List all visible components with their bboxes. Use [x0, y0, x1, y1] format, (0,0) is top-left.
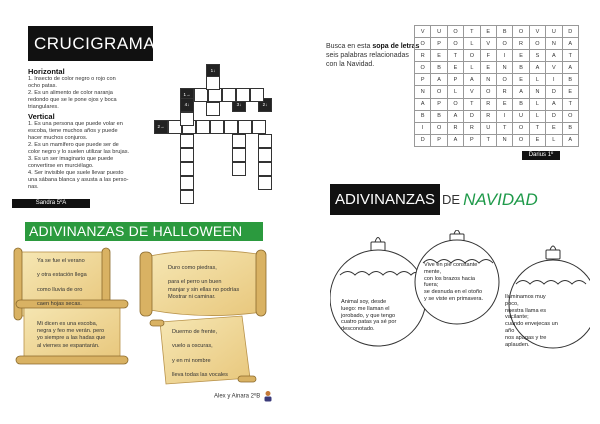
wordsearch-cell[interactable]: A	[562, 134, 578, 146]
riddle-line: manjar y sin ellas no podrías	[168, 286, 240, 293]
halloween-riddle-3	[37, 321, 119, 350]
wordsearch-cell[interactable]: N	[415, 86, 431, 98]
wordsearch-cell[interactable]: O	[496, 38, 512, 50]
clue-line: ocho patas.	[28, 83, 57, 89]
crossword-cell[interactable]	[180, 134, 194, 148]
wordsearch-row	[415, 134, 579, 146]
instruction-text: Busca en esta	[326, 43, 373, 50]
halloween-riddle-1	[37, 258, 103, 308]
halloween-riddle-2	[168, 265, 254, 301]
wordsearch-cell[interactable]: O	[464, 50, 480, 62]
riddle-line: y en mi nombre	[172, 357, 211, 364]
crossword-cell[interactable]	[258, 134, 272, 148]
wordsearch-cell[interactable]: T	[529, 122, 545, 134]
wordsearch-cell[interactable]: V	[464, 86, 480, 98]
vertical-heading: Vertical	[28, 112, 55, 121]
wordsearch-cell[interactable]: R	[496, 86, 512, 98]
wordsearch-cell[interactable]: N	[496, 134, 512, 146]
clue-line: 1. Insecto de color negro o rojo con	[28, 76, 116, 82]
wordsearch-cell[interactable]: O	[447, 26, 463, 38]
riddle-line	[172, 365, 246, 372]
horizontal-heading: Horizontal	[28, 67, 65, 76]
wordsearch-cell[interactable]: B	[431, 110, 447, 122]
crossword-cell[interactable]	[258, 162, 272, 176]
riddle-line: nuestra llama es	[505, 307, 547, 314]
crossword-number-cell: 2→	[154, 120, 168, 134]
riddle-line: lleva todas las vocales	[172, 372, 228, 379]
riddle-line: vuelo a oscuras,	[172, 343, 213, 350]
crossword-cell[interactable]	[194, 88, 208, 102]
wordsearch-cell[interactable]: O	[431, 122, 447, 134]
riddle-line: fuera;	[424, 282, 439, 289]
instruction-bold-text: sopa de letras	[372, 43, 420, 50]
wordsearch-cell[interactable]: E	[447, 62, 463, 74]
wordsearch-cell[interactable]: P	[431, 134, 447, 146]
riddle-line: poco,	[505, 300, 519, 307]
crossword-cell[interactable]	[208, 88, 222, 102]
wordsearch-cell[interactable]: R	[415, 50, 431, 62]
wordsearch-cell[interactable]: I	[546, 74, 562, 86]
navidad-riddle-2	[424, 262, 502, 303]
wordsearch-cell[interactable]: U	[480, 122, 496, 134]
crossword-cell[interactable]	[224, 120, 238, 134]
wordsearch-row	[415, 86, 579, 98]
wordsearch-cell[interactable]: U	[546, 26, 562, 38]
wordsearch-cell[interactable]: L	[529, 74, 545, 86]
wordsearch-cell[interactable]: V	[529, 26, 545, 38]
wordsearch-cell[interactable]: U	[431, 26, 447, 38]
wordsearch-cell[interactable]: E	[431, 50, 447, 62]
riddle-line: Duermo de frente,	[172, 329, 218, 335]
wordsearch-cell[interactable]: O	[496, 74, 512, 86]
wordsearch-cell[interactable]: R	[464, 122, 480, 134]
wordsearch-cell[interactable]: R	[447, 122, 463, 134]
wordsearch-cell[interactable]: T	[464, 26, 480, 38]
wordsearch-cell[interactable]: T	[562, 50, 578, 62]
clue-line: una sábana blanca y asusta a las perso-	[28, 177, 129, 183]
wordsearch-cell[interactable]: V	[480, 38, 496, 50]
crossword-cell[interactable]	[232, 134, 246, 148]
riddle-line	[37, 280, 103, 287]
clue-line: 4. Ser invisible que suele llevar puesto	[28, 170, 124, 176]
wordsearch-cell[interactable]: V	[415, 26, 431, 38]
crossword-number-cell: 3↓	[232, 98, 246, 112]
riddle-line: y se viste en primavera.	[424, 295, 484, 302]
wordsearch-grid	[414, 25, 579, 147]
wordsearch-cell[interactable]: B	[562, 74, 578, 86]
riddle-line	[172, 336, 246, 343]
wordsearch-cell[interactable]: O	[513, 134, 529, 146]
crossword-cell[interactable]	[210, 120, 224, 134]
riddle-line: con los brazos hacia	[424, 275, 475, 282]
clue-line: 2. Es un mamífero que puede ser de	[28, 142, 119, 148]
halloween-credit	[214, 390, 274, 402]
wordsearch-cell[interactable]: L	[464, 62, 480, 74]
riddle-line: cuatro patas ya sé por	[341, 319, 397, 326]
riddle-line: cuando envejecas un	[505, 321, 558, 328]
riddle-line: Duro como piedras,	[168, 265, 217, 271]
riddle-line: caen hojas secas.	[37, 301, 82, 308]
navidad-title-black: ADIVINANZAS	[330, 184, 440, 215]
wordsearch-cell[interactable]: N	[480, 74, 496, 86]
wordsearch-cell[interactable]: E	[562, 86, 578, 98]
wordsearch-cell[interactable]: O	[513, 122, 529, 134]
crossword-cell[interactable]	[238, 120, 252, 134]
wordsearch-cell[interactable]: E	[529, 134, 545, 146]
wordsearch-cell[interactable]: D	[562, 26, 578, 38]
crossword-signature: Sandra 5ºA	[12, 199, 90, 208]
crossword-number-cell: 1↓	[206, 64, 220, 78]
wordsearch-cell[interactable]: T	[496, 122, 512, 134]
wordsearch-cell[interactable]: E	[480, 26, 496, 38]
wordsearch-cell[interactable]: A	[464, 74, 480, 86]
riddle-line: Mi dicen es una escoba,	[37, 321, 98, 327]
riddle-line: desconotado.	[341, 326, 375, 333]
clue-line: triangulares.	[28, 104, 59, 110]
wordsearch-row	[415, 38, 579, 50]
wordsearch-cell[interactable]: E	[480, 62, 496, 74]
wordsearch-instructions	[326, 42, 422, 69]
crossword-cell[interactable]	[180, 112, 194, 126]
wordsearch-row	[415, 62, 579, 74]
wordsearch-cell[interactable]: E	[513, 50, 529, 62]
crossword-number-cell: 4↓	[180, 98, 194, 112]
clue-line: 2. Es un alimento de color naranja	[28, 90, 113, 96]
wordsearch-cell[interactable]: B	[496, 26, 512, 38]
crossword-grid	[150, 62, 275, 202]
wordsearch-cell[interactable]: F	[480, 50, 496, 62]
clue-line: color negro y lo suelen utilizar las brujas.	[28, 149, 130, 155]
wordsearch-cell[interactable]: R	[480, 110, 496, 122]
crossword-cell[interactable]	[180, 148, 194, 162]
wordsearch-cell[interactable]: A	[513, 86, 529, 98]
wordsearch-cell[interactable]: A	[529, 62, 545, 74]
crossword-number-cell: 2↓	[258, 98, 272, 112]
riddle-line: jorobado, y que tengo	[341, 312, 396, 319]
wordsearch-cell[interactable]: T	[480, 134, 496, 146]
wordsearch-cell[interactable]: A	[546, 50, 562, 62]
wordsearch-cell[interactable]: O	[447, 98, 463, 110]
crossword-number-cell: 1→	[180, 88, 194, 102]
wordsearch-cell[interactable]: B	[415, 110, 431, 122]
wordsearch-cell[interactable]: D	[464, 110, 480, 122]
wordsearch-cell[interactable]: O	[447, 38, 463, 50]
wordsearch-cell[interactable]: I	[415, 122, 431, 134]
wordsearch-cell[interactable]: A	[415, 98, 431, 110]
wordsearch-cell[interactable]: B	[431, 62, 447, 74]
riddle-line	[172, 351, 246, 358]
instruction-text: seis palabras relacionadas con la Navidad.	[326, 52, 409, 68]
clue-line: redondo que se le pone ojos y boca	[28, 97, 117, 103]
wordsearch-cell[interactable]: O	[415, 38, 431, 50]
wordsearch-cell[interactable]: D	[546, 86, 562, 98]
wordsearch-cell[interactable]: L	[529, 110, 545, 122]
crossword-cell[interactable]	[232, 162, 246, 176]
wordsearch-cell[interactable]: O	[529, 38, 545, 50]
wordsearch-cell[interactable]: T	[562, 98, 578, 110]
navidad-riddle-1	[341, 299, 423, 333]
riddle-line: Mostrar ni caminar.	[168, 293, 216, 300]
riddle-line: para el perro un buen	[168, 279, 222, 286]
wordsearch-cell[interactable]: N	[546, 38, 562, 50]
wordsearch-row	[415, 74, 579, 86]
wordsearch-cell[interactable]: P	[464, 134, 480, 146]
credit-text: Alex y Ainara 2ºB	[214, 393, 261, 400]
riddle-line: mente,	[424, 268, 442, 275]
riddle-line	[168, 272, 254, 279]
crossword-cell[interactable]	[252, 120, 266, 134]
wordsearch-cell[interactable]: P	[431, 38, 447, 50]
wordsearch-cell[interactable]: L	[546, 134, 562, 146]
riddle-line	[37, 265, 103, 272]
wordsearch-cell[interactable]: P	[431, 98, 447, 110]
clue-line: escoba, tiene muchos años y puede	[28, 128, 118, 134]
riddle-line: nos apagas y tre	[505, 334, 547, 341]
crossword-cell[interactable]	[196, 120, 210, 134]
riddle-line: como lluvia de oro	[37, 286, 83, 293]
clue-line: 1. Es una persona que puede volar en	[28, 121, 123, 127]
crossword-cell[interactable]	[206, 102, 220, 116]
wordsearch-cell[interactable]: P	[415, 74, 431, 86]
riddle-line: al viernes se espantarán.	[37, 342, 100, 349]
wordsearch-cell[interactable]: U	[513, 110, 529, 122]
wordsearch-cell[interactable]: R	[480, 98, 496, 110]
riddle-line: se desnuda en el otoño	[424, 289, 483, 296]
crossword-clues	[28, 66, 156, 191]
wordsearch-cell[interactable]: S	[529, 50, 545, 62]
crossword-cell[interactable]	[236, 88, 250, 102]
wordsearch-cell[interactable]: E	[513, 74, 529, 86]
wordsearch-cell[interactable]: D	[415, 134, 431, 146]
crossword-cell[interactable]	[206, 76, 220, 90]
wordsearch-cell[interactable]: A	[562, 62, 578, 74]
crossword-cell[interactable]	[180, 162, 194, 176]
crossword-cell[interactable]	[250, 88, 264, 102]
crossword-cell[interactable]	[180, 176, 194, 190]
wordsearch-cell[interactable]: A	[546, 98, 562, 110]
wordsearch-signature: Darius 1º	[522, 151, 560, 160]
crossword-cell[interactable]	[180, 190, 194, 204]
riddle-line: Iluminamos muy	[505, 294, 546, 300]
wordsearch-cell[interactable]: O	[415, 62, 431, 74]
wordsearch-row	[415, 110, 579, 122]
crossword-cell[interactable]	[232, 148, 246, 162]
person-icon	[262, 390, 274, 402]
wordsearch-cell[interactable]: L	[464, 38, 480, 50]
wordsearch-cell[interactable]: N	[496, 62, 512, 74]
clue-line: nas.	[28, 184, 39, 190]
navidad-riddle-3	[505, 294, 575, 348]
crossword-title: CRUCIGRAMA	[28, 26, 153, 61]
navidad-title	[330, 184, 575, 215]
riddle-line: Vive en pie constante	[424, 262, 478, 268]
clue-line: convertirse en murciélago.	[28, 163, 94, 169]
crossword-cell[interactable]	[258, 148, 272, 162]
clue-line: hacer muchos conjuros.	[28, 135, 88, 141]
wordsearch-cell[interactable]: O	[562, 110, 578, 122]
wordsearch-cell[interactable]: I	[496, 110, 512, 122]
wordsearch-cell[interactable]: A	[431, 74, 447, 86]
wordsearch-cell[interactable]: A	[447, 110, 463, 122]
riddle-line: Ya se fue el verano	[37, 258, 85, 264]
wordsearch-cell[interactable]: B	[562, 122, 578, 134]
riddle-line: y otra estación llega	[37, 272, 87, 279]
crossword-cell[interactable]	[258, 176, 272, 190]
wordsearch-cell[interactable]: O	[480, 86, 496, 98]
wordsearch-cell[interactable]: A	[447, 134, 463, 146]
wordsearch-row	[415, 26, 579, 38]
wordsearch-cell[interactable]: E	[546, 122, 562, 134]
wordsearch-cell[interactable]: O	[431, 86, 447, 98]
riddle-line: aplauden.	[505, 341, 530, 348]
wordsearch-row	[415, 50, 579, 62]
riddle-line: Animal soy, desde	[341, 299, 387, 305]
crossword-cell[interactable]	[222, 88, 236, 102]
wordsearch-cell[interactable]: T	[447, 50, 463, 62]
wordsearch-cell[interactable]: B	[513, 98, 529, 110]
riddle-line: luego: me llaman el	[341, 305, 390, 312]
wordsearch-cell[interactable]: I	[496, 50, 512, 62]
riddle-line: año	[505, 327, 515, 334]
wordsearch-cell[interactable]: T	[464, 98, 480, 110]
wordsearch-cell[interactable]: L	[447, 86, 463, 98]
wordsearch-cell[interactable]: A	[562, 38, 578, 50]
halloween-title: ADIVINANZAS DE HALLOWEEN	[25, 222, 263, 241]
wordsearch-row	[415, 98, 579, 110]
wordsearch-cell[interactable]: B	[513, 62, 529, 74]
navidad-title-de: DE	[442, 192, 461, 207]
riddle-line: vacilante;	[505, 314, 529, 321]
riddle-line: yo siempre a las hadas que	[37, 335, 106, 342]
clue-line: 3. Es un ser imaginario que puede	[28, 156, 114, 162]
halloween-riddle-4	[172, 329, 246, 379]
wordsearch-cell[interactable]: D	[546, 110, 562, 122]
wordsearch-cell[interactable]: R	[513, 38, 529, 50]
wordsearch-cell[interactable]: O	[513, 26, 529, 38]
wordsearch-cell[interactable]: P	[447, 74, 463, 86]
navidad-title-green: NAVIDAD	[463, 190, 538, 209]
wordsearch-cell[interactable]: E	[496, 98, 512, 110]
riddle-line	[37, 294, 103, 301]
wordsearch-cell[interactable]: L	[529, 98, 545, 110]
wordsearch-cell[interactable]: N	[529, 86, 545, 98]
riddle-line: negra y feo me verán. pero	[37, 328, 105, 335]
wordsearch-row	[415, 122, 579, 134]
wordsearch-cell[interactable]: V	[546, 62, 562, 74]
